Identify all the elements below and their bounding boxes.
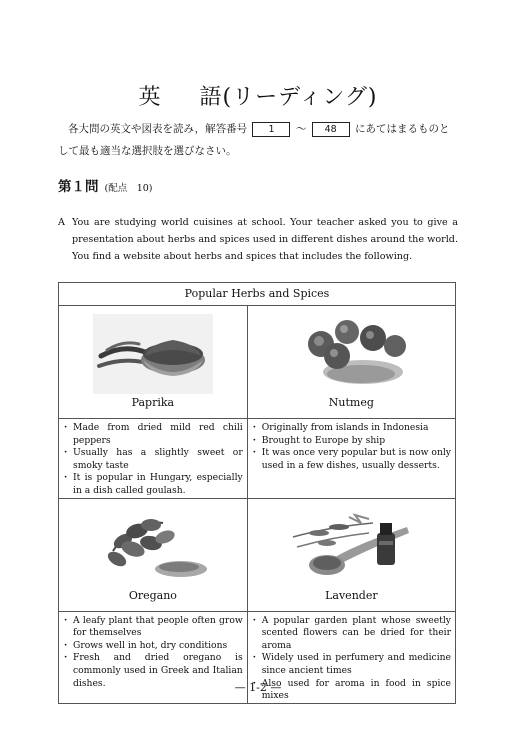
oregano-bullet: · Fresh and dried oregano is commonly used in Greek and Italian dishes.: [63, 652, 243, 690]
nutmeg-image: [291, 314, 411, 394]
oregano-cell: [59, 498, 248, 611]
title-subject: 英: [138, 85, 162, 110]
lavender-cell: [247, 498, 455, 611]
section-heading: [58, 175, 153, 195]
section-points: (配点 10): [104, 183, 153, 194]
prompt-label: A: [58, 217, 65, 228]
nutmeg-name: Nutmeg: [328, 396, 374, 409]
nutmeg-description: [247, 419, 455, 499]
paprika-bullet: · Usually has a slightly sweet or smoky taste: [63, 447, 243, 472]
page-number: — 1-2 —: [234, 681, 282, 694]
paprika-name: Paprika: [131, 396, 175, 409]
lavender-image: [289, 507, 413, 587]
nutmeg-bullet: · Brought to Europe by ship: [252, 435, 451, 448]
page-title: [0, 80, 516, 111]
lavender-bullet: · Widely used in perfumery and medicine since ancient times: [252, 652, 451, 677]
paprika-bullet: · It is popular in Hungary, especially in a dish called goulash.: [63, 472, 243, 497]
lavender-name: Lavender: [325, 588, 378, 602]
oregano-bullet: · Grows well in hot, dry conditions: [63, 640, 243, 653]
prompt-text: You are studying world cuisines at school. Your teacher asked you to give a presentation about herbs and spices used in different dishes around the world. You find a website about herbs and spices that includes the following.: [72, 217, 458, 262]
instructions-before: 各大問の英文や図表を読み，解答番号: [68, 123, 248, 135]
paprika-cell: [59, 306, 248, 419]
oregano-bullet: · A leafy plant that people often grow for themselves: [63, 615, 243, 640]
nutmeg-cell: [247, 306, 455, 419]
table-heading: Popular Herbs and Spices: [59, 283, 456, 306]
paprika-bullet: · Made from dried mild red chili peppers: [63, 422, 243, 447]
title-subtitle: 語(リーディング): [199, 85, 378, 110]
nutmeg-bullet: · Originally from islands in Indonesia: [252, 422, 451, 435]
lavender-bullet: · Also used for aroma in food in spice mixes: [252, 678, 451, 703]
paprika-description: [59, 419, 248, 499]
answer-box-last: 48: [312, 122, 350, 137]
section-title: 第１問: [58, 179, 99, 195]
oregano-image: [93, 507, 213, 587]
instructions-after: にあてはまるものとして最も適当な選択肢を選びなさい。: [58, 123, 450, 157]
nutmeg-bullet: · It was once very popular but is now only used in a few dishes, usually desserts.: [252, 447, 451, 472]
spice-table: [58, 282, 456, 704]
oregano-name: Oregano: [128, 588, 177, 602]
instructions: [58, 118, 458, 162]
answer-box-first: 1: [252, 122, 290, 137]
paprika-image: [93, 314, 213, 394]
question-prompt: [58, 214, 458, 265]
lavender-bullet: · A popular garden plant whose sweetly scented flowers can be dried for their aroma: [252, 615, 451, 653]
instructions-sep: ～: [295, 123, 307, 135]
